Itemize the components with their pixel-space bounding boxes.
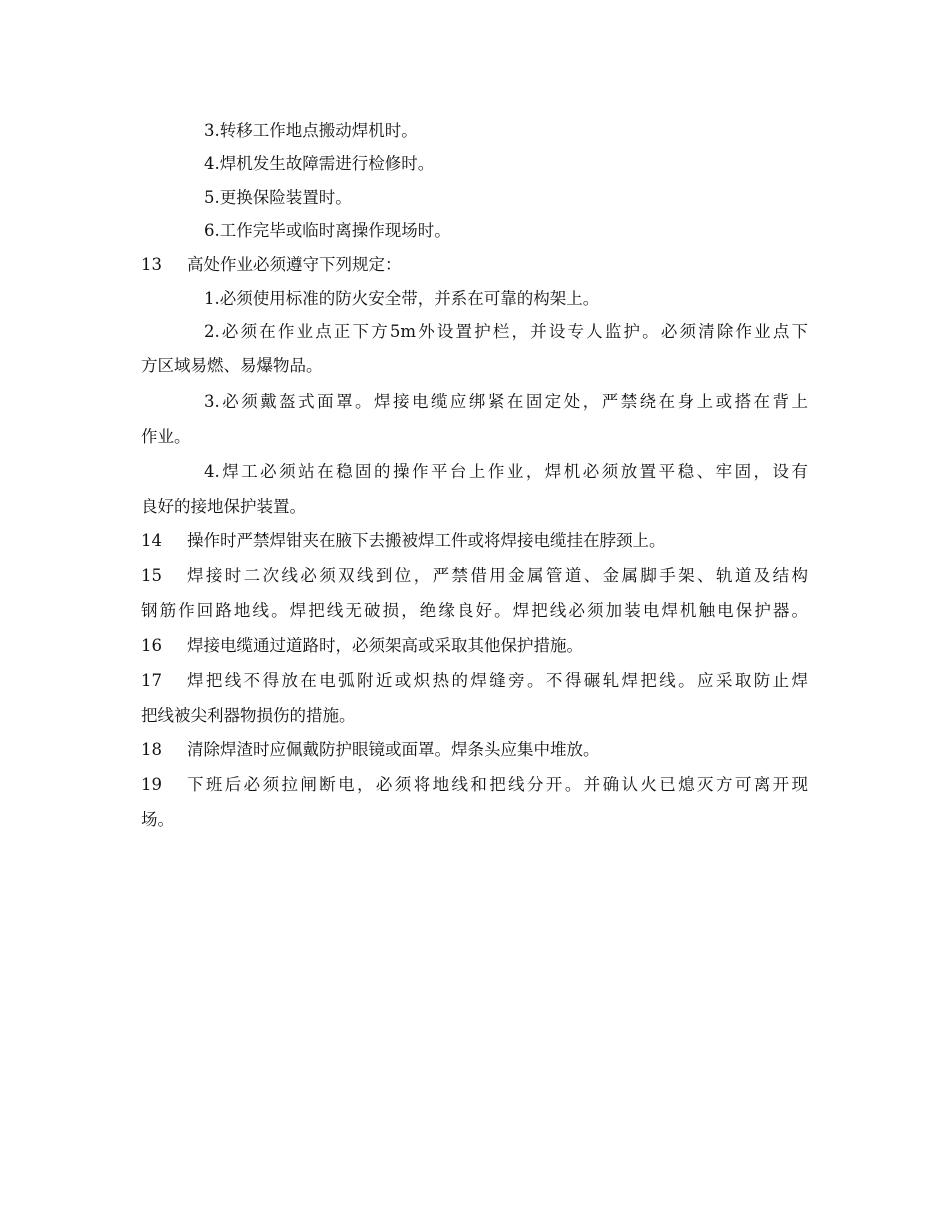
sub-item-line bbox=[0, 181, 950, 215]
item-number: 16 bbox=[141, 636, 162, 655]
item-number: 17 bbox=[141, 671, 162, 690]
continuation-line bbox=[0, 594, 950, 628]
continuation-text: 把线被尖利器物损伤的措施。 bbox=[141, 706, 356, 725]
sub-item-text: 4.焊工必须站在稳固的操作平台上作业，焊机必须放置平稳、牢固，设有 bbox=[204, 462, 808, 481]
sub-item-text: 2.必须在作业点正下方5m外设置护栏，并设专人监护。必须清除作业点下 bbox=[204, 322, 808, 341]
item-number: 14 bbox=[141, 531, 162, 550]
continuation-text: 场。 bbox=[141, 810, 174, 829]
item-text: 焊接时二次线必须双线到位，严禁借用金属管道、金属脚手架、轨道及结构 bbox=[187, 566, 808, 585]
item-number: 13 bbox=[141, 255, 162, 274]
item-number: 19 bbox=[141, 775, 162, 794]
continuation-line bbox=[0, 803, 950, 837]
continuation-text: 良好的接地保护装置。 bbox=[141, 497, 306, 516]
item-number: 15 bbox=[141, 566, 162, 585]
numbered-item-line bbox=[0, 733, 950, 767]
sub-item-line bbox=[0, 282, 950, 316]
sub-item-text: 4.焊机发生故障需进行检修时。 bbox=[204, 154, 435, 173]
numbered-item-line bbox=[0, 664, 950, 698]
sub-item-text: 3.必须戴盔式面罩。焊接电缆应绑紧在固定处，严禁绕在身上或搭在背上 bbox=[204, 392, 808, 411]
sub-item-line bbox=[0, 315, 950, 349]
sub-item-line bbox=[0, 114, 950, 148]
sub-item-text: 5.更换保险装置时。 bbox=[204, 188, 352, 207]
sub-item-line bbox=[0, 385, 950, 419]
sub-item-text: 6.工作完毕或临时离操作现场时。 bbox=[204, 221, 451, 240]
sub-item-line bbox=[0, 214, 950, 248]
item-text: 下班后必须拉闸断电，必须将地线和把线分开。并确认火已熄灭方可离开现 bbox=[187, 775, 808, 794]
item-text: 高处作业必须遵守下列规定： bbox=[187, 255, 402, 274]
continuation-text: 作业。 bbox=[141, 427, 191, 446]
numbered-item-line bbox=[0, 559, 950, 593]
item-text: 焊把线不得放在电弧附近或炽热的焊缝旁。不得碾轧焊把线。应采取防止焊 bbox=[187, 671, 808, 690]
continuation-text: 钢筋作回路地线。焊把线无破损，绝缘良好。焊把线必须加装电焊机触电保护器。 bbox=[141, 601, 808, 620]
item-text: 焊接电缆通过道路时，必须架高或采取其他保护措施。 bbox=[187, 636, 583, 655]
numbered-item-line bbox=[0, 524, 950, 558]
numbered-item-line bbox=[0, 768, 950, 802]
continuation-line bbox=[0, 490, 950, 524]
continuation-text: 方区域易燃、易爆物品。 bbox=[141, 356, 323, 375]
item-text: 清除焊渣时应佩戴防护眼镜或面罩。焊条头应集中堆放。 bbox=[187, 740, 600, 759]
numbered-item-line bbox=[0, 629, 950, 663]
sub-item-text: 1.必须使用标准的防火安全带，并系在可靠的构架上。 bbox=[204, 289, 600, 308]
continuation-line bbox=[0, 349, 950, 383]
continuation-line bbox=[0, 420, 950, 454]
item-text: 操作时严禁焊钳夹在腋下去搬被焊工件或将焊接电缆挂在脖颈上。 bbox=[187, 531, 666, 550]
continuation-line bbox=[0, 699, 950, 733]
numbered-item-line bbox=[0, 248, 950, 282]
item-number: 18 bbox=[141, 740, 162, 759]
sub-item-text: 3.转移工作地点搬动焊机时。 bbox=[204, 121, 418, 140]
sub-item-line bbox=[0, 455, 950, 489]
sub-item-line bbox=[0, 147, 950, 181]
